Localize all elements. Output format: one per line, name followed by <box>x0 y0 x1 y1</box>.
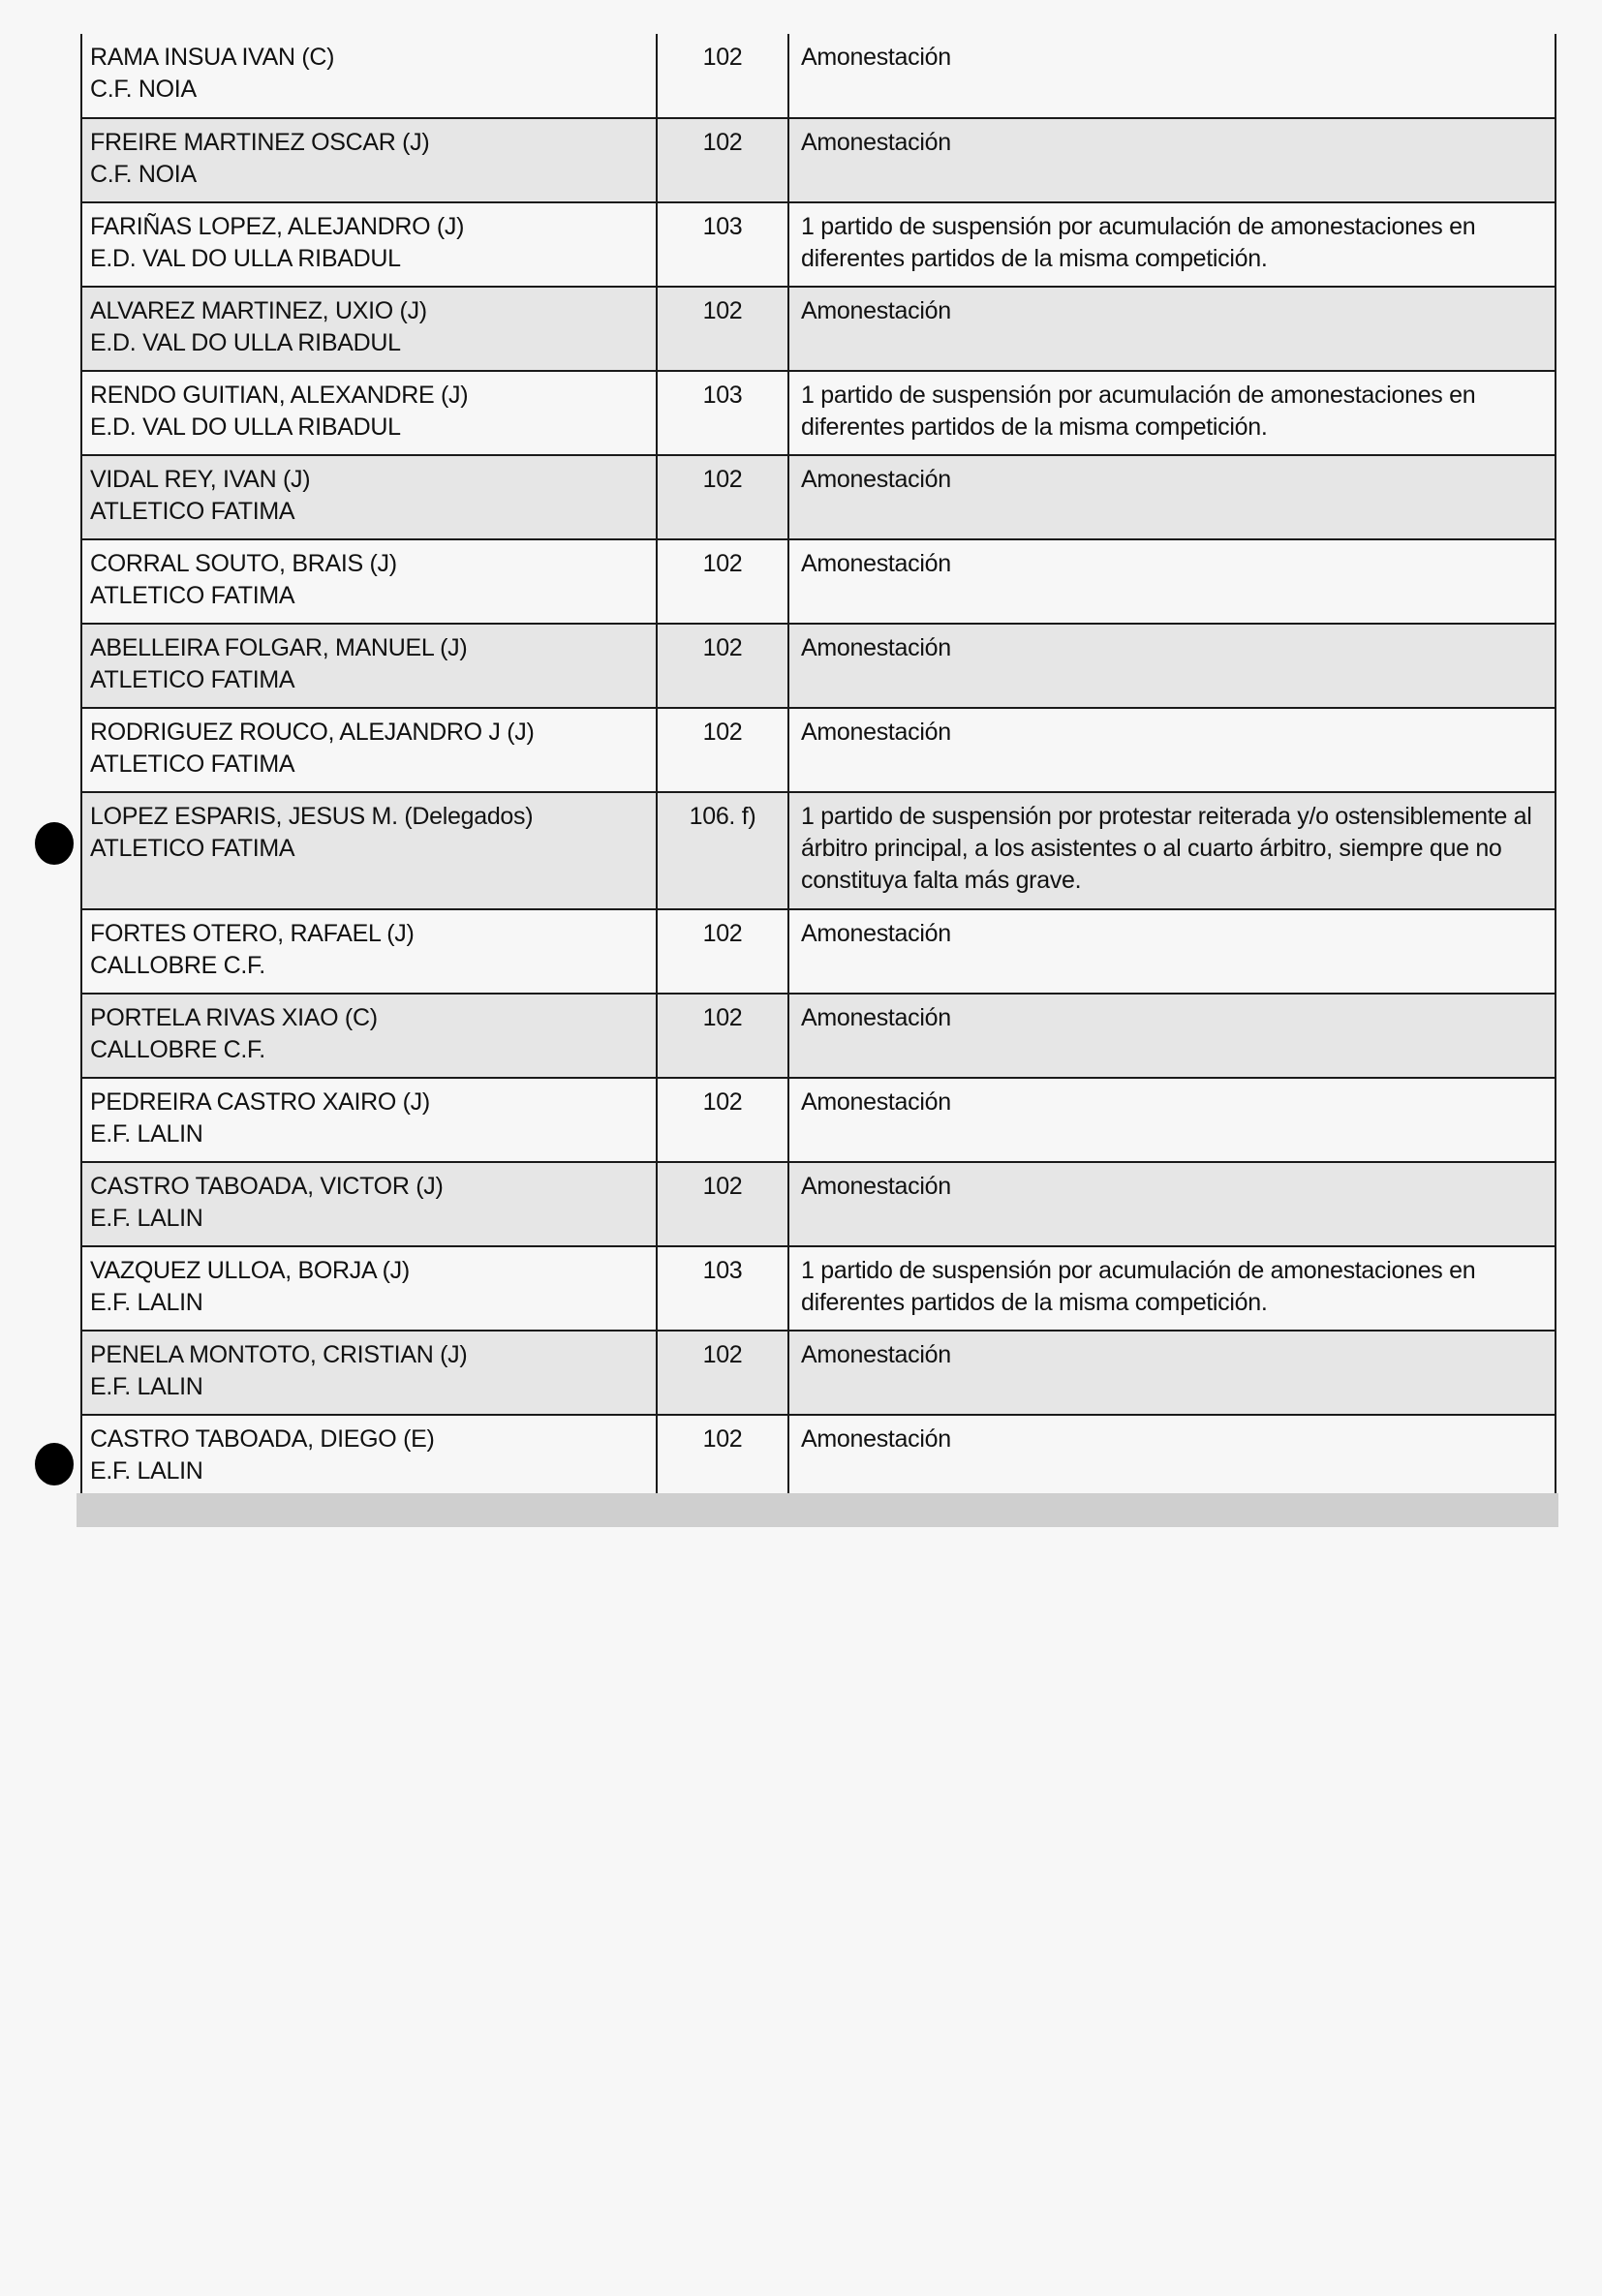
sanction-cell <box>788 909 1556 994</box>
table-row <box>81 34 1556 118</box>
player-name: RENDO GUITIAN, ALEXANDRE (J) <box>90 382 469 409</box>
article-cell <box>657 1415 788 1499</box>
punch-hole-mark <box>35 1443 74 1485</box>
sanction-text: Amonestación <box>801 129 951 156</box>
player-cell <box>81 34 657 118</box>
sanction-text: Amonestación <box>801 634 951 661</box>
article-cell <box>657 287 788 371</box>
article-cell <box>657 909 788 994</box>
team-name: E.D. VAL DO ULLA RIBADUL <box>90 413 401 441</box>
sanction-text: 1 partido de suspensión por acumulación de amonestaciones en diferentes partidos de la misma competición. <box>801 213 1476 272</box>
article-number: 102 <box>702 1341 743 1368</box>
table-row <box>81 371 1556 455</box>
article-cell <box>657 1162 788 1246</box>
sanction-text: Amonestación <box>801 550 951 577</box>
sanctions-table-container <box>80 34 1556 1500</box>
article-cell <box>657 455 788 539</box>
player-cell <box>81 1415 657 1499</box>
article-number: 102 <box>702 634 743 661</box>
sanctions-table <box>80 34 1556 1500</box>
table-row <box>81 909 1556 994</box>
article-number: 102 <box>702 920 743 947</box>
table-row <box>81 455 1556 539</box>
team-name: E.F. LALIN <box>90 1373 203 1400</box>
player-name: PORTELA RIVAS XIAO (C) <box>90 1004 378 1031</box>
table-row <box>81 624 1556 708</box>
player-name: FARIÑAS LOPEZ, ALEJANDRO (J) <box>90 213 465 240</box>
article-number: 102 <box>702 550 743 577</box>
sanction-text: Amonestación <box>801 920 951 947</box>
player-name: PENELA MONTOTO, CRISTIAN (J) <box>90 1341 468 1368</box>
player-cell <box>81 1331 657 1415</box>
table-row <box>81 118 1556 202</box>
sanction-text: Amonestación <box>801 1341 951 1368</box>
article-number: 102 <box>702 719 743 746</box>
team-name: ATLETICO FATIMA <box>90 582 295 609</box>
punch-hole-mark <box>35 822 74 865</box>
sanction-text: Amonestación <box>801 466 951 493</box>
player-name: CASTRO TABOADA, DIEGO (E) <box>90 1425 435 1453</box>
sanction-cell <box>788 287 1556 371</box>
player-cell <box>81 539 657 624</box>
sanction-cell <box>788 1331 1556 1415</box>
article-number: 102 <box>702 1173 743 1200</box>
player-cell <box>81 455 657 539</box>
team-name: CALLOBRE C.F. <box>90 952 265 979</box>
article-number: 102 <box>702 1425 743 1453</box>
player-cell <box>81 287 657 371</box>
player-cell <box>81 909 657 994</box>
sanction-text: Amonestación <box>801 44 951 71</box>
article-number: 102 <box>702 129 743 156</box>
player-cell <box>81 118 657 202</box>
sanction-cell <box>788 118 1556 202</box>
team-name: CALLOBRE C.F. <box>90 1036 265 1063</box>
player-cell <box>81 708 657 792</box>
table-row <box>81 202 1556 287</box>
sanction-cell <box>788 624 1556 708</box>
player-name: VIDAL REY, IVAN (J) <box>90 466 311 493</box>
team-name: C.F. NOIA <box>90 161 197 188</box>
sanction-text: Amonestación <box>801 1088 951 1116</box>
article-number: 103 <box>702 382 743 409</box>
sanction-text: Amonestación <box>801 719 951 746</box>
article-number: 102 <box>702 466 743 493</box>
sanction-cell <box>788 34 1556 118</box>
team-name: E.F. LALIN <box>90 1205 203 1232</box>
player-name: RODRIGUEZ ROUCO, ALEJANDRO J (J) <box>90 719 535 746</box>
article-cell <box>657 202 788 287</box>
article-cell <box>657 994 788 1078</box>
player-name: PEDREIRA CASTRO XAIRO (J) <box>90 1088 430 1116</box>
sanction-cell <box>788 371 1556 455</box>
article-number: 102 <box>702 297 743 324</box>
team-name: E.D. VAL DO ULLA RIBADUL <box>90 329 401 356</box>
player-name: CORRAL SOUTO, BRAIS (J) <box>90 550 397 577</box>
sanction-cell <box>788 455 1556 539</box>
table-row <box>81 708 1556 792</box>
team-name: ATLETICO FATIMA <box>90 750 295 778</box>
sanction-cell <box>788 1078 1556 1162</box>
player-cell <box>81 624 657 708</box>
article-cell <box>657 371 788 455</box>
article-number: 103 <box>702 1257 743 1284</box>
team-name: E.F. LALIN <box>90 1289 203 1316</box>
team-name: ATLETICO FATIMA <box>90 666 295 693</box>
article-number: 106. f) <box>689 803 756 830</box>
player-name: RAMA INSUA IVAN (C) <box>90 44 335 71</box>
table-footer-band <box>77 1493 1558 1527</box>
sanction-cell <box>788 539 1556 624</box>
player-cell <box>81 202 657 287</box>
table-row <box>81 287 1556 371</box>
team-name: E.F. LALIN <box>90 1457 203 1485</box>
player-name: VAZQUEZ ULLOA, BORJA (J) <box>90 1257 410 1284</box>
sanction-text: Amonestación <box>801 297 951 324</box>
team-name: ATLETICO FATIMA <box>90 498 295 525</box>
article-cell <box>657 708 788 792</box>
article-cell <box>657 792 788 909</box>
article-number: 102 <box>702 1088 743 1116</box>
sanction-text: Amonestación <box>801 1425 951 1453</box>
player-name: LOPEZ ESPARIS, JESUS M. (Delegados) <box>90 803 534 830</box>
player-cell <box>81 1162 657 1246</box>
team-name: E.D. VAL DO ULLA RIBADUL <box>90 245 401 272</box>
article-number: 102 <box>702 44 743 71</box>
table-row <box>81 1246 1556 1331</box>
sanction-text: Amonestación <box>801 1004 951 1031</box>
sanction-cell <box>788 708 1556 792</box>
article-cell <box>657 1078 788 1162</box>
article-number: 103 <box>702 213 743 240</box>
player-name: CASTRO TABOADA, VICTOR (J) <box>90 1173 444 1200</box>
player-cell <box>81 792 657 909</box>
player-cell <box>81 1246 657 1331</box>
player-cell <box>81 994 657 1078</box>
sanction-text: 1 partido de suspensión por acumulación de amonestaciones en diferentes partidos de la misma competición. <box>801 382 1476 441</box>
sanction-text: 1 partido de suspensión por protestar reiterada y/o ostensiblemente al árbitro principal, a los asistentes o al cuarto árbitro, siempre que no constituya falta más grave. <box>801 803 1532 894</box>
article-cell <box>657 118 788 202</box>
player-name: FREIRE MARTINEZ OSCAR (J) <box>90 129 430 156</box>
player-cell <box>81 371 657 455</box>
team-name: C.F. NOIA <box>90 76 197 103</box>
table-row <box>81 792 1556 909</box>
player-name: ALVAREZ MARTINEZ, UXIO (J) <box>90 297 427 324</box>
table-row <box>81 1415 1556 1499</box>
sanction-text: 1 partido de suspensión por acumulación de amonestaciones en diferentes partidos de la misma competición. <box>801 1257 1476 1316</box>
table-row <box>81 1078 1556 1162</box>
table-row <box>81 994 1556 1078</box>
sanction-cell <box>788 1246 1556 1331</box>
article-cell <box>657 1246 788 1331</box>
team-name: ATLETICO FATIMA <box>90 835 295 862</box>
sanction-cell <box>788 1162 1556 1246</box>
sanction-cell <box>788 1415 1556 1499</box>
player-cell <box>81 1078 657 1162</box>
team-name: E.F. LALIN <box>90 1120 203 1148</box>
article-cell <box>657 539 788 624</box>
sanction-cell <box>788 792 1556 909</box>
article-cell <box>657 624 788 708</box>
sanction-text: Amonestación <box>801 1173 951 1200</box>
sanction-cell <box>788 202 1556 287</box>
article-cell <box>657 34 788 118</box>
sanction-cell <box>788 994 1556 1078</box>
player-name: ABELLEIRA FOLGAR, MANUEL (J) <box>90 634 468 661</box>
table-row <box>81 539 1556 624</box>
article-cell <box>657 1331 788 1415</box>
player-name: FORTES OTERO, RAFAEL (J) <box>90 920 415 947</box>
article-number: 102 <box>702 1004 743 1031</box>
table-row <box>81 1162 1556 1246</box>
table-row <box>81 1331 1556 1415</box>
